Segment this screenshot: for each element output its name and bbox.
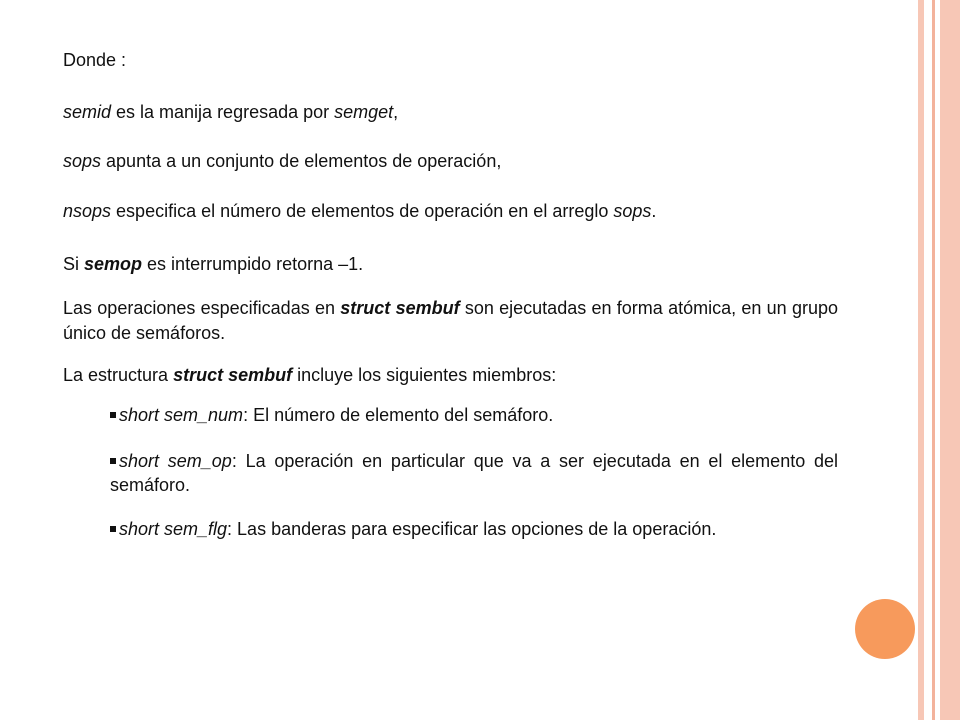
estructura-description: incluye los siguientes miembros: [292, 365, 557, 385]
term-semop: semop [84, 254, 143, 274]
list-item-sem-num [110, 404, 838, 426]
donde-label: Donde : [63, 50, 127, 70]
paragraph-estructura [63, 364, 556, 386]
decorative-stripe-gap [924, 0, 932, 720]
term-semid: semid [63, 102, 112, 122]
semop-prefix: Si [63, 254, 85, 274]
paragraph-semid [63, 101, 398, 123]
bullet-square-icon [110, 412, 116, 418]
member-name: short sem_flg [119, 519, 228, 539]
nsops-description: especifica el número de elementos de operación en el arreglo [111, 201, 614, 221]
paragraph-semop [63, 253, 363, 275]
sops-description: apunta a un conjunto de elementos de operación, [101, 151, 502, 171]
term-nsops: nsops [63, 201, 112, 221]
operaciones-description: son ejecutadas en forma atómica, en un grupo único de semáforos. [63, 298, 838, 343]
member-name: short sem_op [119, 451, 232, 471]
paragraph-sops [63, 150, 501, 172]
estructura-prefix: La estructura [63, 365, 174, 385]
term-struct-sembuf-2: struct sembuf [173, 365, 293, 385]
list-item-sem-op [110, 449, 838, 497]
member-description: : La operación en particular que va a ser ejecutada en el elemento del semáforo. [110, 451, 838, 495]
semop-description: es interrumpido retorna –1. [142, 254, 364, 274]
member-description: : El número de elemento del semáforo. [243, 405, 554, 425]
member-name: short sem_num [119, 405, 244, 425]
operaciones-prefix: Las operaciones especificadas en [63, 298, 341, 318]
term-struct-sembuf: struct sembuf [340, 298, 460, 318]
paragraph-operaciones [63, 296, 838, 346]
bullet-square-icon [110, 526, 116, 532]
member-description: : Las banderas para especificar las opciones de la operación. [227, 519, 717, 539]
term-semget: semget [334, 102, 394, 122]
paragraph-nsops [63, 200, 656, 222]
semid-punct: , [393, 102, 399, 122]
bullet-square-icon [110, 458, 116, 464]
nsops-punct: . [651, 201, 657, 221]
paragraph-donde [63, 49, 126, 71]
decorative-stripe [940, 0, 960, 720]
semid-description: es la manija regresada por [111, 102, 335, 122]
term-sops: sops [63, 151, 102, 171]
list-item-sem-flg [110, 518, 838, 540]
term-sops-ref: sops [613, 201, 652, 221]
decorative-circle [855, 599, 915, 659]
